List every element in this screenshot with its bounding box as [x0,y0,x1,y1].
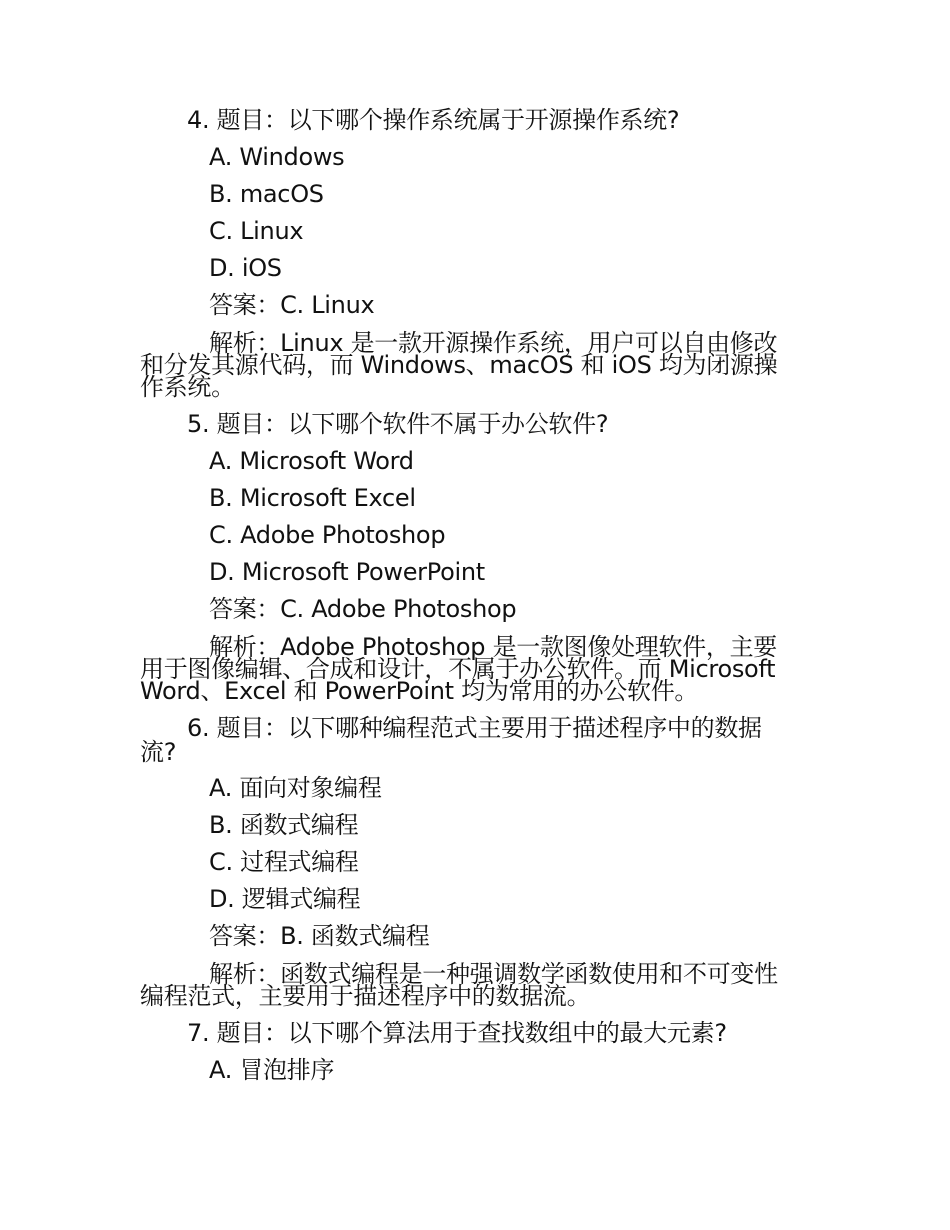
question-4-option-a: A. Windows [209,143,345,171]
question-6-explanation-line-2: 编程范式，主要用于描述程序中的数据流。 [140,982,591,1010]
question-5-option-a: A. Microsoft Word [209,447,414,475]
question-6-option-b: B. 函数式编程 [209,811,359,839]
question-5-option-c: C. Adobe Photoshop [209,521,446,549]
question-4-answer: 答案：C. Linux [209,291,375,319]
question-4-option-d: D. iOS [209,254,282,282]
question-6-option-c: C. 过程式编程 [209,848,359,876]
question-4-option-b: B. macOS [209,180,324,208]
question-5-explanation-line-3: Word、Excel 和 PowerPoint 均为常用的办公软件。 [140,677,699,705]
question-4-title: 4. 题目：以下哪个操作系统属于开源操作系统? [187,106,680,134]
question-6-option-d: D. 逻辑式编程 [209,885,361,913]
question-5-title: 5. 题目：以下哪个软件不属于办公软件? [187,410,609,438]
question-6-answer: 答案：B. 函数式编程 [209,922,430,950]
question-6-option-a: A. 面向对象编程 [209,774,382,802]
question-4-option-c: C. Linux [209,217,304,245]
question-7-option-a: A. 冒泡排序 [209,1056,335,1084]
question-5-explanation-line-2: 用于图像编辑、合成和设计，不属于办公软件。而 Microsoft [140,655,776,683]
question-5-option-d: D. Microsoft PowerPoint [209,558,485,586]
question-7-title: 7. 题目：以下哪个算法用于查找数组中的最大元素? [187,1019,727,1047]
question-5-explanation-line-1: 解析：Adobe Photoshop 是一款图像处理软件，主要 [209,633,777,661]
question-5-answer: 答案：C. Adobe Photoshop [209,595,517,623]
question-4-explanation-line-1: 解析：Linux 是一款开源操作系统，用户可以自由修改 [209,329,778,357]
question-6-title-line-1: 6. 题目：以下哪种编程范式主要用于描述程序中的数据 [187,714,762,742]
question-6-explanation-line-1: 解析：函数式编程是一种强调数学函数使用和不可变性 [209,960,778,988]
question-6-title-line-2: 流? [140,738,177,766]
question-5-option-b: B. Microsoft Excel [209,484,416,512]
question-4-explanation-line-3: 作系统。 [140,373,235,401]
question-4-explanation-line-2: 和分发其源代码，而 Windows、macOS 和 iOS 均为闭源操 [140,351,778,379]
